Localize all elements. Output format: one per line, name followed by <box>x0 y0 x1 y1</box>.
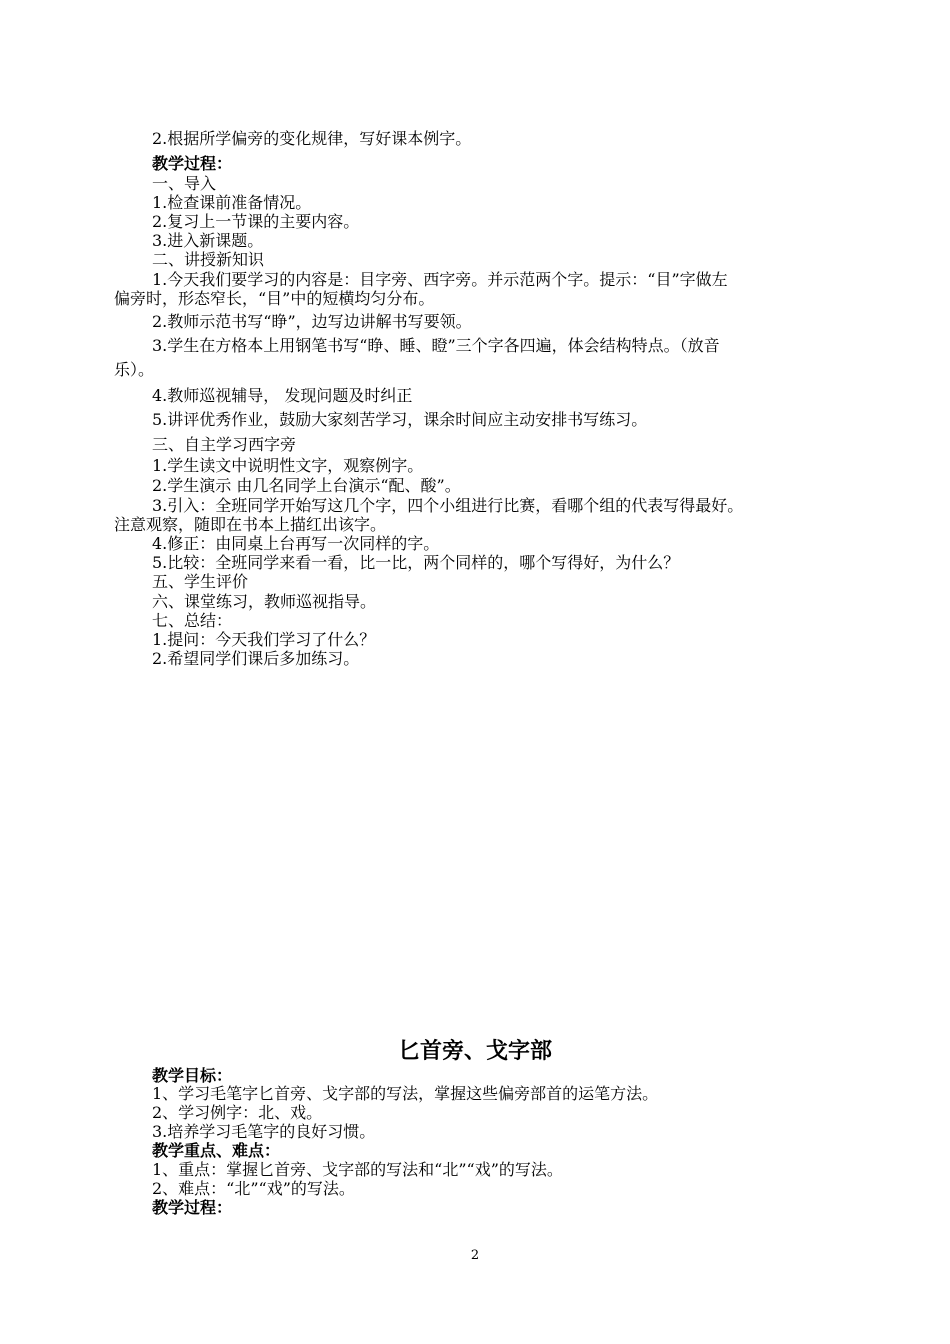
section-2-item-3-line-2: 乐）。 <box>114 360 155 379</box>
section-1-item-2: 2.复习上一节课的主要内容。 <box>152 212 360 231</box>
section-2-item-2: 2.教师示范书写“睁”，边写边讲解书写要领。 <box>152 312 472 331</box>
section-2-item-3-line-1: 3.学生在方格本上用钢笔书写“睁、睡、瞪”三个字各四遍，体会结构特点。（放音 <box>152 336 720 355</box>
key-points-heading: 教学重点、难点： <box>152 1141 281 1160</box>
lesson-goal-3: 3.培养学习毛笔字的良好习惯。 <box>152 1122 376 1141</box>
page-number: 2 <box>470 1248 480 1263</box>
section-2-item-5: 5.讲评优秀作业，鼓励大家刻苦学习，课余时间应主动安排书写练习。 <box>152 410 648 429</box>
process-heading: 教学过程： <box>152 154 233 173</box>
section-7-title: 七、总结： <box>152 611 233 630</box>
key-point-2: 2、难点：“北”“戏”的写法。 <box>152 1179 355 1198</box>
section-2-item-4: 4.教师巡视辅导， 发现问题及时纠正 <box>152 386 413 405</box>
section-3-item-2: 2.学生演示 由几名同学上台演示“配、酸”。 <box>152 476 461 495</box>
lesson-process-heading: 教学过程： <box>152 1198 233 1217</box>
section-2-title: 二、讲授新知识 <box>152 250 265 269</box>
section-3-item-4: 4.修正：由同桌上台再写一次同样的字。 <box>152 534 440 553</box>
section-5-title: 五、学生评价 <box>152 572 249 591</box>
section-3-item-3-line-1: 3.引入：全班同学开始写这几个字，四个小组进行比赛，看哪个组的代表写得最好。 <box>152 496 744 515</box>
section-1-item-1: 1.检查课前准备情况。 <box>152 193 312 212</box>
section-7-item-1: 1.提问：今天我们学习了什么？ <box>152 630 376 649</box>
section-7-item-2: 2.希望同学们课后多加练习。 <box>152 649 360 668</box>
section-6-title: 六、课堂练习，教师巡视指导。 <box>152 592 377 611</box>
section-3-title: 三、自主学习西字旁 <box>152 435 297 454</box>
section-1-title: 一、导入 <box>152 174 217 193</box>
section-2-item-1-line-1: 1.今天我们要学习的内容是：目字旁、西字旁。并示范两个字。提示：“目”字做左 <box>152 270 728 289</box>
lesson-title: 匕首旁、戈字部 <box>397 1039 552 1064</box>
lesson-goal-2: 2、学习例字：北、戏。 <box>152 1103 323 1122</box>
section-3-item-5: 5.比较：全班同学来看一看，比一比，两个同样的，哪个写得好，为什么？ <box>152 553 680 572</box>
goals-heading: 教学目标： <box>152 1066 233 1085</box>
goal-item-2: 2.根据所学偏旁的变化规律，写好课本例字。 <box>152 129 472 148</box>
section-3-item-3-line-2: 注意观察，随即在书本上描红出该字。 <box>114 515 387 534</box>
section-1-item-3: 3.进入新课题。 <box>152 231 264 250</box>
key-point-1: 1、重点：掌握匕首旁、戈字部的写法和“北”“戏”的写法。 <box>152 1160 563 1179</box>
section-2-item-1-line-2: 偏旁时，形态窄长，“目”中的短横均匀分布。 <box>114 289 435 308</box>
lesson-goal-1: 1、学习毛笔字匕首旁、戈字部的写法，掌握这些偏旁部首的运笔方法。 <box>152 1084 659 1103</box>
section-3-item-1: 1.学生读文中说明性文字，观察例字。 <box>152 456 424 475</box>
